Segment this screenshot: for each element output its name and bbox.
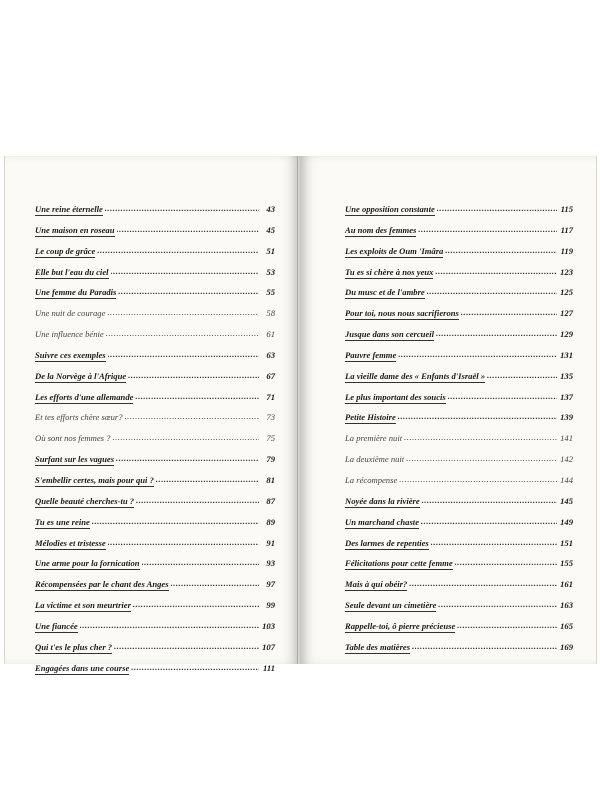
toc-entry <box>345 454 573 475</box>
dot-leader <box>455 557 557 567</box>
toc-entry <box>345 475 573 496</box>
toc-entry-title: La vieille dame des « Enfants d'Israël » <box>345 370 486 381</box>
toc-entry-title: Pauvre femme <box>345 349 397 360</box>
toc-entry-page-number: 58 <box>266 308 275 319</box>
dot-leader <box>108 349 259 359</box>
dot-leader <box>133 599 259 609</box>
toc-entry <box>35 517 275 538</box>
toc-entry-page-number: 61 <box>266 329 275 340</box>
toc-entry <box>35 308 275 329</box>
toc-entry <box>35 579 275 600</box>
dot-leader <box>105 203 259 213</box>
toc-entry-title: Jusque dans son cercueil <box>345 329 435 340</box>
dot-leader <box>142 557 259 567</box>
toc-entry-title: Mélodies et tristesse <box>35 537 106 548</box>
toc-entry <box>345 412 573 433</box>
dot-leader <box>171 578 259 588</box>
toc-entry <box>345 621 573 642</box>
toc-entry <box>345 267 573 288</box>
dot-leader <box>114 641 259 651</box>
dot-leader <box>116 453 259 463</box>
dot-leader <box>412 641 557 651</box>
toc-entry-page-number: 169 <box>560 641 573 652</box>
toc-entry-title: Rappelle-toi, ô pierre précieuse <box>345 620 456 631</box>
toc-entry-title: Au nom des femmes <box>345 224 417 235</box>
toc-entry-title: Les efforts d'une allemande <box>35 391 134 402</box>
toc-entry <box>35 496 275 517</box>
toc-entry-title: Table des matières <box>345 641 411 652</box>
toc-entry-title: De la Norvège à l'Afrique <box>35 370 127 381</box>
dot-leader <box>445 245 557 255</box>
toc-entry-title: Une reine éternelle <box>35 204 103 214</box>
toc-entry-page-number: 149 <box>560 516 573 527</box>
toc-entry-page-number: 125 <box>560 287 573 298</box>
toc-entry <box>345 308 573 329</box>
toc-entry-title: Tu es une reine <box>35 516 90 527</box>
dot-leader <box>427 286 557 296</box>
toc-entry-title: La victime et son meurtrier <box>35 600 131 611</box>
dot-leader <box>117 224 259 234</box>
right-toc-list <box>345 204 573 663</box>
toc-entry <box>35 454 275 475</box>
dot-leader <box>436 328 557 338</box>
dot-leader <box>431 537 557 547</box>
dot-leader <box>108 537 259 547</box>
toc-entry-title: Le plus important des soucis <box>345 391 446 402</box>
toc-entry-title: Les exploits de Oum 'Imâra <box>345 245 444 256</box>
toc-entry-page-number: 117 <box>560 224 573 235</box>
toc-entry <box>345 538 573 559</box>
dot-leader <box>422 495 557 505</box>
dot-leader <box>156 474 259 484</box>
dot-leader <box>107 307 259 317</box>
toc-entry-title: Du musc et de l'ambre <box>345 287 425 298</box>
toc-entry <box>345 287 573 308</box>
toc-entry <box>35 663 275 684</box>
dot-leader <box>106 328 259 338</box>
toc-entry-page-number: 119 <box>560 245 573 256</box>
toc-entry-page-number: 53 <box>266 266 275 277</box>
toc-entry-page-number: 151 <box>560 537 573 548</box>
toc-entry <box>35 412 275 433</box>
toc-entry-page-number: 129 <box>560 329 573 340</box>
toc-entry-page-number: 161 <box>560 579 573 590</box>
dot-leader <box>131 662 259 672</box>
toc-entry-page-number: 141 <box>560 433 573 444</box>
toc-entry-title: Récompensées par le chant des Anges <box>35 579 169 590</box>
dot-leader <box>112 432 259 442</box>
toc-entry-title: Une femme du Paradis <box>35 287 117 298</box>
dot-leader <box>398 411 557 421</box>
toc-entry-title: S'embellir certes, mais pour qui ? <box>35 474 154 485</box>
left-page <box>4 156 299 673</box>
toc-entry <box>345 246 573 267</box>
dot-leader <box>80 620 259 630</box>
right-page <box>300 156 597 664</box>
toc-entry <box>345 371 573 392</box>
toc-entry <box>345 392 573 413</box>
toc-entry <box>35 225 275 246</box>
toc-entry-title: Petite Histoire <box>345 412 396 423</box>
toc-entry-page-number: 135 <box>560 370 573 381</box>
toc-entry-title: Mais à qui obéir? <box>345 579 408 590</box>
dot-leader <box>135 391 259 401</box>
dot-leader <box>92 516 259 526</box>
book-spread <box>0 156 600 673</box>
dot-leader <box>421 516 557 526</box>
dot-leader <box>457 620 557 630</box>
dot-leader <box>487 370 557 380</box>
toc-entry-page-number: 155 <box>560 558 573 569</box>
dot-leader <box>406 453 557 463</box>
dot-leader <box>448 391 557 401</box>
toc-entry <box>35 246 275 267</box>
toc-entry-page-number: 99 <box>266 600 275 611</box>
toc-entry-title: Seule devant un cimetière <box>345 600 437 611</box>
toc-entry <box>35 350 275 371</box>
toc-entry-page-number: 107 <box>262 641 275 652</box>
toc-entry <box>345 600 573 621</box>
toc-entry-title: Quelle beauté cherches-tu ? <box>35 495 135 506</box>
toc-entry-title: Suivre ces exemples <box>35 349 106 360</box>
dot-leader <box>398 349 557 359</box>
toc-entry-title: La première nuit <box>345 433 403 444</box>
toc-entry-page-number: 55 <box>266 287 275 298</box>
toc-entry-page-number: 139 <box>560 412 573 423</box>
dot-leader <box>111 266 259 276</box>
toc-entry-title: Pour toi, nous nous sacrifierons <box>345 308 459 319</box>
toc-entry <box>35 204 275 225</box>
dot-leader <box>136 495 259 505</box>
toc-entry-title: Et tes efforts chère sœur? <box>35 412 123 423</box>
dot-leader <box>125 411 259 421</box>
toc-entry-page-number: 43 <box>266 204 275 214</box>
dot-leader <box>118 286 259 296</box>
toc-entry-page-number: 142 <box>560 454 573 465</box>
toc-entry-title: Une maison en roseau <box>35 224 115 235</box>
toc-entry <box>345 225 573 246</box>
toc-entry <box>35 371 275 392</box>
toc-entry-title: Tu es si chère à nos yeux <box>345 266 434 277</box>
dot-leader <box>435 266 557 276</box>
toc-entry <box>35 433 275 454</box>
toc-entry-page-number: 51 <box>266 245 275 256</box>
toc-entry <box>345 642 573 663</box>
toc-entry-page-number: 103 <box>262 620 275 631</box>
toc-entry-title: Où sont nos femmes ? <box>35 433 111 444</box>
toc-entry-page-number: 63 <box>266 349 275 360</box>
toc-entry <box>35 475 275 496</box>
dot-leader <box>438 599 557 609</box>
toc-entry-title: Elle but l'eau du ciel <box>35 266 109 277</box>
dot-leader <box>399 474 557 484</box>
toc-entry <box>35 642 275 663</box>
toc-entry-title: Une fiancée <box>35 620 78 631</box>
toc-entry-page-number: 67 <box>266 370 275 381</box>
toc-entry-page-number: 144 <box>560 474 573 485</box>
toc-entry-page-number: 87 <box>266 495 275 506</box>
toc-entry <box>345 558 573 579</box>
toc-entry-page-number: 123 <box>560 266 573 277</box>
dot-leader <box>128 370 259 380</box>
toc-entry-page-number: 165 <box>560 620 573 631</box>
toc-entry-title: Des larmes de repenties <box>345 537 429 548</box>
toc-entry <box>35 287 275 308</box>
toc-entry-title: Un marchand chaste <box>345 516 420 527</box>
toc-entry-title: Engagées dans une course <box>35 662 130 673</box>
dot-leader <box>409 578 557 588</box>
toc-entry-title: Félicitations pour cette femme <box>345 558 453 569</box>
dot-leader <box>461 307 557 317</box>
toc-entry <box>345 204 573 225</box>
toc-entry-page-number: 73 <box>266 412 275 423</box>
toc-entry-title: Une nuit de courage <box>35 308 106 319</box>
toc-entry <box>345 329 573 350</box>
toc-entry-page-number: 111 <box>263 662 275 673</box>
toc-entry-page-number: 79 <box>266 454 275 465</box>
toc-entry <box>35 267 275 288</box>
left-toc-list <box>35 204 275 683</box>
toc-entry-title: Noyée dans la rivière <box>345 495 420 506</box>
toc-entry-page-number: 75 <box>266 433 275 444</box>
toc-entry-page-number: 115 <box>560 204 573 214</box>
toc-entry-page-number: 93 <box>266 558 275 569</box>
toc-entry-page-number: 71 <box>266 391 275 402</box>
toc-entry-title: Qui t'es le plus cher ? <box>35 641 113 652</box>
dot-leader <box>97 245 259 255</box>
toc-entry-page-number: 145 <box>560 495 573 506</box>
toc-entry-title: Une influence bénie <box>35 329 104 340</box>
toc-entry-title: La deuxième nuit <box>345 454 405 465</box>
toc-entry <box>35 538 275 559</box>
toc-entry-title: La récompense <box>345 474 398 485</box>
dot-leader <box>418 224 557 234</box>
toc-entry-page-number: 89 <box>266 516 275 527</box>
toc-entry-page-number: 127 <box>560 308 573 319</box>
toc-entry <box>345 517 573 538</box>
toc-entry-page-number: 131 <box>560 349 573 360</box>
toc-entry <box>35 621 275 642</box>
toc-entry <box>35 600 275 621</box>
toc-entry <box>35 392 275 413</box>
toc-entry-title: Surfant sur les vagues <box>35 454 115 465</box>
toc-entry <box>35 558 275 579</box>
toc-entry-page-number: 91 <box>266 537 275 548</box>
toc-entry <box>345 433 573 454</box>
toc-entry-title: Une arme pour la fornication <box>35 558 140 569</box>
toc-entry-page-number: 81 <box>266 474 275 485</box>
toc-entry-page-number: 163 <box>560 600 573 611</box>
toc-entry-title: Une opposition constante <box>345 204 435 214</box>
toc-entry-page-number: 97 <box>266 579 275 590</box>
toc-entry <box>345 579 573 600</box>
toc-entry <box>345 350 573 371</box>
toc-entry-page-number: 45 <box>266 224 275 235</box>
toc-entry-page-number: 137 <box>560 391 573 402</box>
toc-entry-title: Le coup de grâce <box>35 245 96 256</box>
toc-entry <box>35 329 275 350</box>
dot-leader <box>437 203 557 213</box>
dot-leader <box>404 432 557 442</box>
toc-entry <box>345 496 573 517</box>
